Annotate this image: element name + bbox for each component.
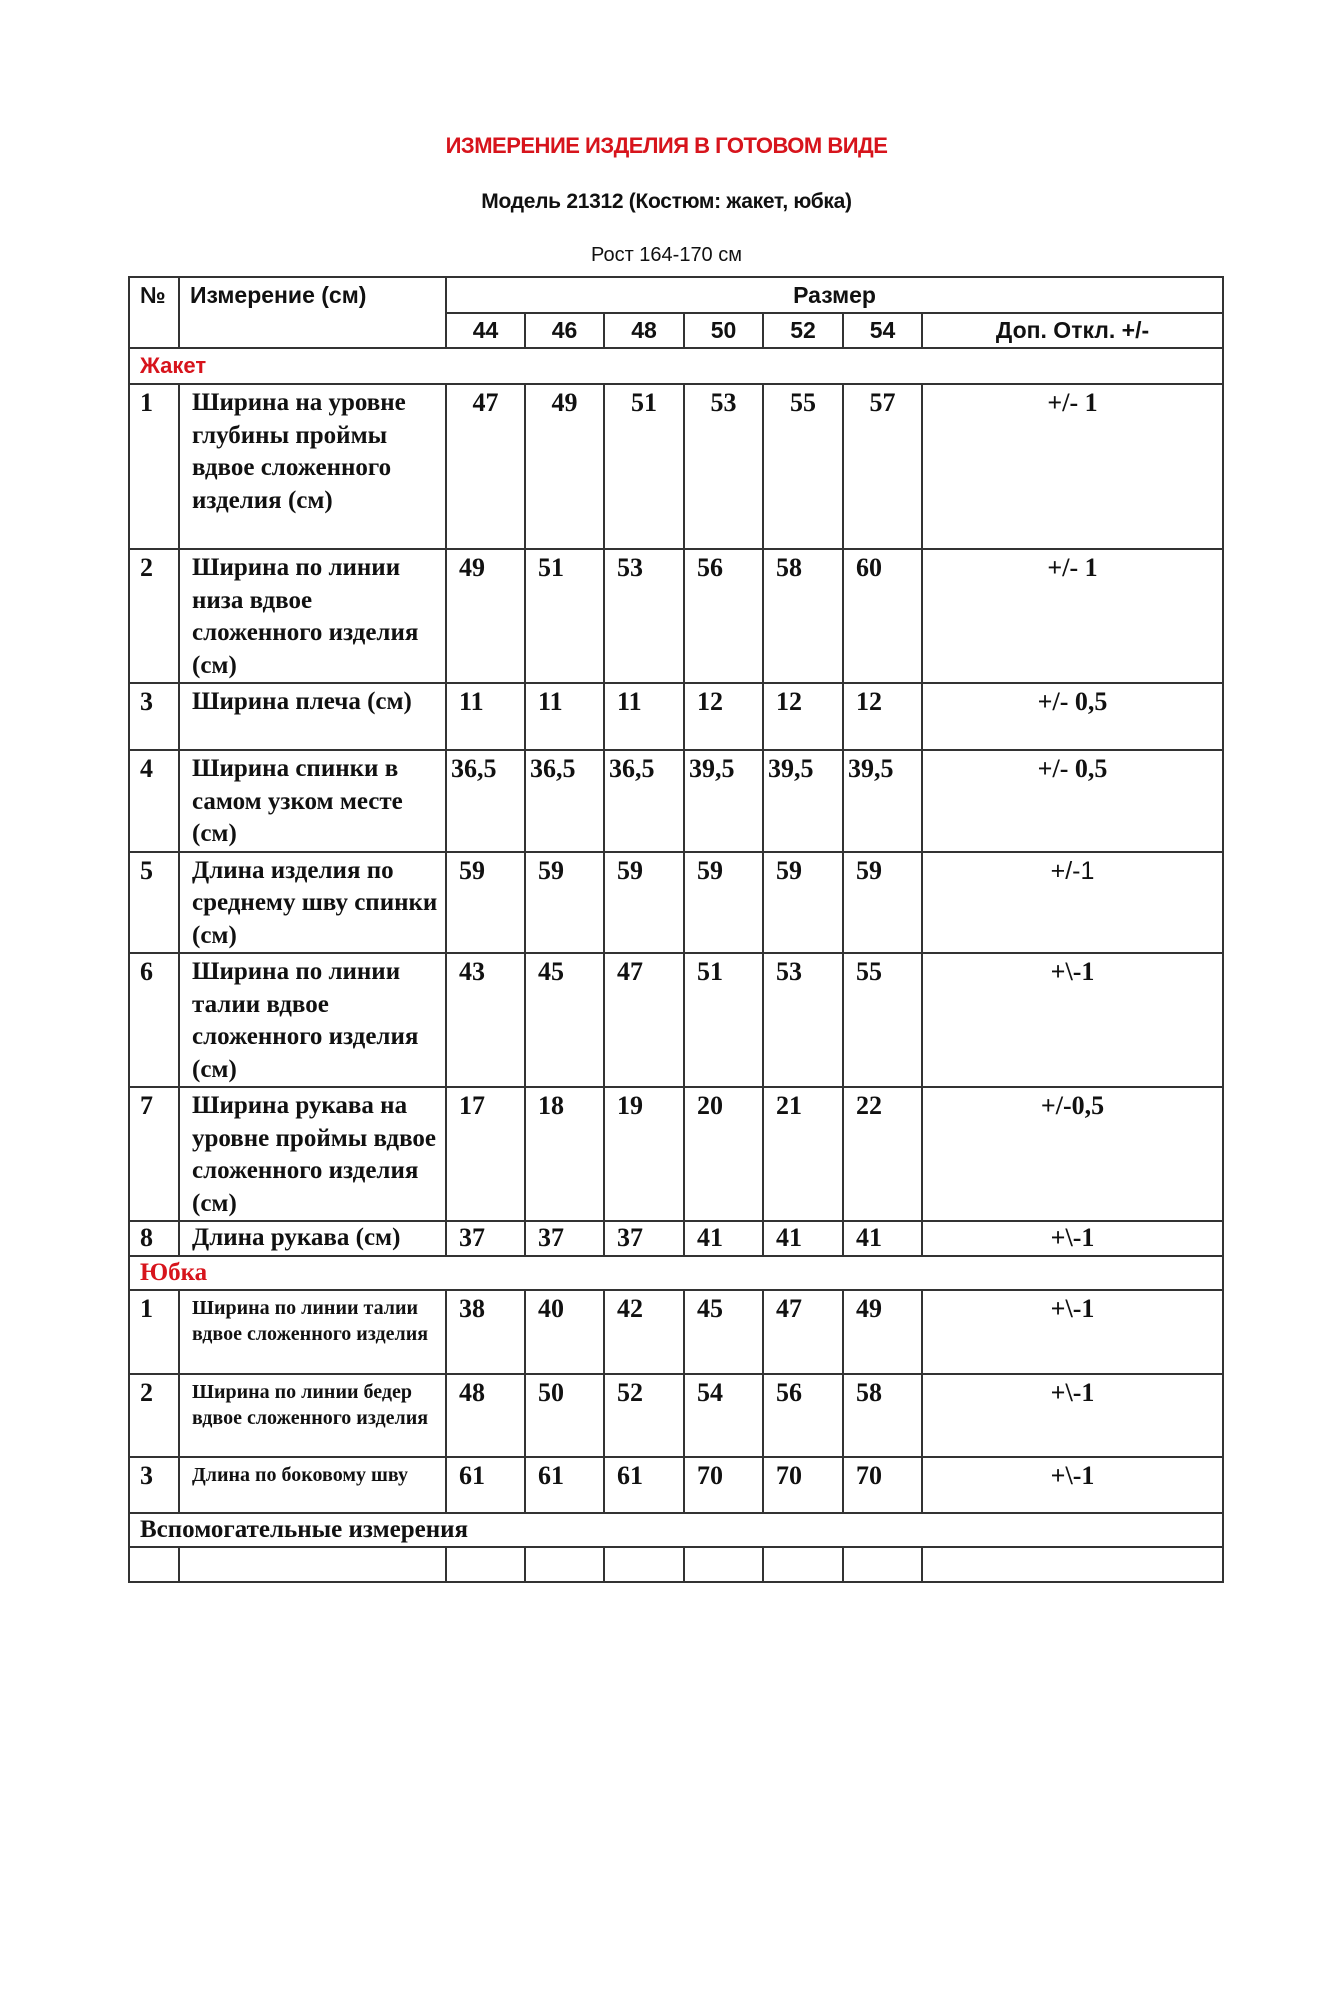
row-measurement: Ширина по линии талии вдвое сложенного изделия	[179, 1290, 446, 1374]
empty-cell	[843, 1547, 922, 1582]
table-row	[129, 953, 1223, 1087]
row-tolerance: +/- 1	[922, 384, 1223, 549]
row-value: 51	[604, 384, 684, 549]
row-measurement: Ширина рукава на уровне проймы вдвое сложенного изделия (см)	[179, 1087, 446, 1221]
table-row	[129, 1290, 1223, 1374]
empty-cell	[684, 1547, 763, 1582]
row-value: 39,5	[843, 750, 922, 852]
row-number: 6	[129, 953, 179, 1087]
row-value: 37	[604, 1221, 684, 1256]
row-value: 59	[684, 852, 763, 954]
row-number: 2	[129, 549, 179, 683]
section-row-jacket	[129, 348, 1223, 384]
row-value: 61	[604, 1457, 684, 1513]
row-value: 41	[763, 1221, 843, 1256]
size-header: 46	[525, 313, 604, 348]
auxiliary-label: Вспомогательные измерения	[129, 1513, 1223, 1547]
row-value: 36,5	[446, 750, 525, 852]
row-tolerance: +\-1	[922, 1457, 1223, 1513]
row-value: 61	[525, 1457, 604, 1513]
table-row	[129, 384, 1223, 549]
empty-cell	[604, 1547, 684, 1582]
row-tolerance: +\-1	[922, 953, 1223, 1087]
row-number: 3	[129, 683, 179, 750]
table-row	[129, 1374, 1223, 1457]
measurement-table	[128, 276, 1224, 1583]
row-number: 4	[129, 750, 179, 852]
row-value: 17	[446, 1087, 525, 1221]
header-number: №	[129, 277, 179, 348]
empty-cell	[179, 1547, 446, 1582]
row-value: 51	[525, 549, 604, 683]
row-value: 59	[763, 852, 843, 954]
row-value: 50	[525, 1374, 604, 1457]
table-row	[129, 852, 1223, 954]
empty-cell	[922, 1547, 1223, 1582]
height-range: Рост 164-170 см	[590, 244, 742, 266]
row-value: 59	[604, 852, 684, 954]
section-title-skirt: Юбка	[129, 1256, 1223, 1290]
empty-cell	[446, 1547, 525, 1582]
row-value: 47	[763, 1290, 843, 1374]
row-value: 49	[843, 1290, 922, 1374]
row-value: 59	[525, 852, 604, 954]
row-value: 42	[604, 1290, 684, 1374]
table-row	[129, 1221, 1223, 1256]
row-value: 37	[446, 1221, 525, 1256]
row-value: 70	[763, 1457, 843, 1513]
size-header: 50	[684, 313, 763, 348]
row-value: 48	[446, 1374, 525, 1457]
row-measurement: Ширина по линии талии вдвое сложенного изделия (см)	[179, 953, 446, 1087]
row-number: 2	[129, 1374, 179, 1457]
row-value: 70	[684, 1457, 763, 1513]
row-tolerance: +/- 1	[922, 549, 1223, 683]
row-tolerance: +/-1	[922, 852, 1223, 954]
row-value: 12	[684, 683, 763, 750]
size-header: 44	[446, 313, 525, 348]
table-row	[129, 549, 1223, 683]
document-title: ИЗМЕРЕНИЕ ИЗДЕЛИЯ В ГОТОВОМ ВИДЕ	[445, 133, 888, 158]
row-tolerance: +\-1	[922, 1290, 1223, 1374]
row-value: 56	[763, 1374, 843, 1457]
row-value: 36,5	[604, 750, 684, 852]
row-value: 45	[684, 1290, 763, 1374]
row-value: 59	[446, 852, 525, 954]
table-row	[129, 1087, 1223, 1221]
row-value: 49	[525, 384, 604, 549]
header-size-group: Размер	[446, 277, 1223, 313]
row-value: 18	[525, 1087, 604, 1221]
header-measurement: Измерение (см)	[179, 277, 446, 348]
row-value: 47	[604, 953, 684, 1087]
row-measurement: Длина изделия по среднему шву спинки (см)	[179, 852, 446, 954]
row-tolerance: +\-1	[922, 1221, 1223, 1256]
row-value: 56	[684, 549, 763, 683]
row-number: 1	[129, 384, 179, 549]
row-tolerance: +/- 0,5	[922, 750, 1223, 852]
row-value: 57	[843, 384, 922, 549]
row-measurement: Длина рукава (см)	[179, 1221, 446, 1256]
row-value: 61	[446, 1457, 525, 1513]
row-measurement: Ширина по линии бедер вдвое сложенного изделия	[179, 1374, 446, 1457]
table-row	[129, 683, 1223, 750]
row-value: 11	[604, 683, 684, 750]
row-value: 53	[763, 953, 843, 1087]
row-value: 47	[446, 384, 525, 549]
row-value: 49	[446, 549, 525, 683]
section-row-skirt	[129, 1256, 1223, 1290]
size-header: 54	[843, 313, 922, 348]
row-value: 39,5	[684, 750, 763, 852]
empty-cell	[763, 1547, 843, 1582]
row-value: 12	[763, 683, 843, 750]
row-number: 8	[129, 1221, 179, 1256]
tolerance-header: Доп. Откл. +/-	[922, 313, 1223, 348]
row-value: 11	[446, 683, 525, 750]
row-number: 3	[129, 1457, 179, 1513]
table-row	[129, 750, 1223, 852]
row-measurement: Ширина плеча (см)	[179, 683, 446, 750]
size-header: 52	[763, 313, 843, 348]
row-measurement: Ширина на уровне глубины проймы вдвое сложенного изделия (см)	[179, 384, 446, 549]
row-value: 53	[604, 549, 684, 683]
row-tolerance: +\-1	[922, 1374, 1223, 1457]
row-value: 45	[525, 953, 604, 1087]
row-value: 36,5	[525, 750, 604, 852]
row-value: 38	[446, 1290, 525, 1374]
row-value: 58	[843, 1374, 922, 1457]
row-value: 60	[843, 549, 922, 683]
row-number: 1	[129, 1290, 179, 1374]
row-value: 70	[843, 1457, 922, 1513]
row-value: 43	[446, 953, 525, 1087]
row-value: 39,5	[763, 750, 843, 852]
table-row	[129, 1457, 1223, 1513]
row-value: 12	[843, 683, 922, 750]
row-tolerance: +/- 0,5	[922, 683, 1223, 750]
model-subtitle: Модель 21312 (Костюм: жакет, юбка)	[481, 190, 852, 213]
row-value: 20	[684, 1087, 763, 1221]
row-value: 52	[604, 1374, 684, 1457]
empty-cell	[129, 1547, 179, 1582]
row-measurement: Ширина спинки в самом узком месте (см)	[179, 750, 446, 852]
row-value: 19	[604, 1087, 684, 1221]
row-measurement: Длина по боковому шву	[179, 1457, 446, 1513]
row-value: 21	[763, 1087, 843, 1221]
row-value: 11	[525, 683, 604, 750]
header-row	[129, 277, 1223, 313]
row-number: 7	[129, 1087, 179, 1221]
row-value: 41	[684, 1221, 763, 1256]
row-tolerance: +/-0,5	[922, 1087, 1223, 1221]
row-value: 37	[525, 1221, 604, 1256]
row-value: 51	[684, 953, 763, 1087]
row-value: 58	[763, 549, 843, 683]
section-title-jacket: Жакет	[129, 348, 1223, 384]
row-measurement: Ширина по линии низа вдвое сложенного изделия (см)	[179, 549, 446, 683]
row-value: 53	[684, 384, 763, 549]
row-value: 59	[843, 852, 922, 954]
row-value: 55	[763, 384, 843, 549]
empty-row	[129, 1547, 1223, 1582]
auxiliary-row	[129, 1513, 1223, 1547]
row-value: 40	[525, 1290, 604, 1374]
row-number: 5	[129, 852, 179, 954]
row-value: 41	[843, 1221, 922, 1256]
size-header: 48	[604, 313, 684, 348]
row-value: 22	[843, 1087, 922, 1221]
row-value: 54	[684, 1374, 763, 1457]
row-value: 55	[843, 953, 922, 1087]
empty-cell	[525, 1547, 604, 1582]
